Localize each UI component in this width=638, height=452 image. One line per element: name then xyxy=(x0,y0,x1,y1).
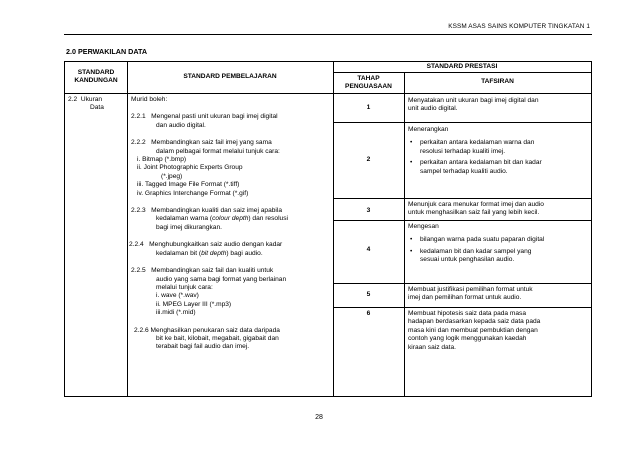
level-4-number: 4 xyxy=(366,246,371,253)
col-divider-3 xyxy=(404,72,405,396)
header-standard-kandungan: STANDARD KANDUNGAN xyxy=(74,69,118,85)
learning-standards-cell xyxy=(131,96,331,352)
level-3-number: 3 xyxy=(366,207,371,214)
standards-table xyxy=(64,61,592,397)
header-split-line xyxy=(333,72,591,73)
content-standard-cell: 2.2 Ukuran Data xyxy=(68,96,104,112)
learning-standard-2-2-5: 2.2.5 Membandingkan saiz fail dan kualiti untuk audio yang sama bagi format yang berlainan melalui tunjuk cara: i. wave (*.wav) ii. MPEG Layer III (*.mp3) iii.midi (*.mid) xyxy=(131,267,287,317)
col-divider-1 xyxy=(127,62,128,396)
level-6-description: Membuat hipotesis saiz data pada masa hadapan berdasarkan kepada saiz data pada masa kini dan membuat pembuktian dengan contoh yang logik menggunakan kaedah kiraan saiz data. xyxy=(408,310,541,351)
level-5-description: Membuat justifikasi pemilihan format untuk imej dan pemilihan format untuk audio. xyxy=(408,286,533,302)
level-6-number: 6 xyxy=(366,310,371,317)
section-title: 2.0 PERWAKILAN DATA xyxy=(66,47,148,56)
row-line-4 xyxy=(333,283,591,284)
header-tahap-penguasaan: TAHAP PENGUASAAN xyxy=(345,75,392,91)
row-line-1 xyxy=(333,122,591,123)
level-4-bullet-2: • kedalaman bit dan kadar sampel yang sesuai untuk penghasilan audio. xyxy=(408,248,590,265)
row-line-2 xyxy=(333,198,591,199)
intro-text: Murid boleh: xyxy=(131,96,168,103)
header-standard-pembelajaran: STANDARD PEMBELAJARAN xyxy=(183,73,277,80)
level-4-bullet-1: • bilangan warna pada suatu paparan digital xyxy=(408,236,590,244)
level-3-description: Menunjuk cara menukar format imej dan audio untuk menghasilkan saiz fail yang lebih kecil. xyxy=(408,201,544,217)
level-2-bullet-2: • perkaitan antara kedalaman bit dan kadar sampel terhadap kualiti audio. xyxy=(408,159,590,176)
learning-standard-2-2-2: 2.2.2 Membandingkan saiz fail imej yang sama dalam pelbagai format melalui tunjuk cara: i. Bitmap (*.bmp) ii. Joint Photographic Experts Group (*.jpeg) iii. Tagged Image File Format (*.tiff) iv. Graphics Interchange Format (*.gif) xyxy=(131,139,280,197)
level-1-description: Menyatakan unit ukuran bagi imej digital dan unit audio digital. xyxy=(408,97,539,113)
level-2-number: 2 xyxy=(366,156,371,163)
header-tafsiran: TAFSIRAN xyxy=(481,78,514,85)
level-2-description: Menerangkan • perkaitan antara kedalaman warna dan resolusi terhadap kualiti imej. • perkaitan antara kedalaman bit dan kadar sampel terhadap kualiti audio. xyxy=(408,126,590,179)
learning-standard-2-2-4: 2.2.4 Menghubungkaitkan saiz audio dengan kadar kedalaman bit (bit depth) bagi audio. xyxy=(129,241,283,257)
level-2-bullet-1: • perkaitan antara kedalaman warna dan resolusi terhadap kualiti imej. xyxy=(408,139,590,156)
learning-standard-2-2-1: 2.2.1 Mengenal pasti unit ukuran bagi imej digital dan audio digital. xyxy=(131,113,278,129)
learning-standard-2-2-3: 2.2.3 Membandingkan kualiti dan saiz imej apabila kedalaman warna (colour depth) dan resolusi bagi imej dikurangkan. xyxy=(131,207,288,231)
learning-standard-2-2-6: 2.2.6 Menghasilkan penukaran saiz data daripada bit ke bait, kilobait, megabait, gigabait dan terabait bagi fail audio dan imej. xyxy=(134,326,280,351)
level-4-description: Mengesan • bilangan warna pada suatu paparan digital • kedalaman bit dan kadar sampel yang sesuai untuk penghasilan audio. xyxy=(408,223,590,268)
row-line-5 xyxy=(333,307,591,308)
header-bottom-line xyxy=(65,93,591,94)
running-header: KSSM ASAS SAINS KOMPUTER TINGKATAN 1 xyxy=(448,23,590,30)
level-1-number: 1 xyxy=(366,104,371,111)
level-5-number: 5 xyxy=(366,291,371,298)
page-number: 28 xyxy=(315,414,323,421)
row-line-3 xyxy=(333,220,591,221)
header-rule xyxy=(64,34,592,35)
header-standard-prestasi: STANDARD PRESTASI xyxy=(426,63,498,70)
